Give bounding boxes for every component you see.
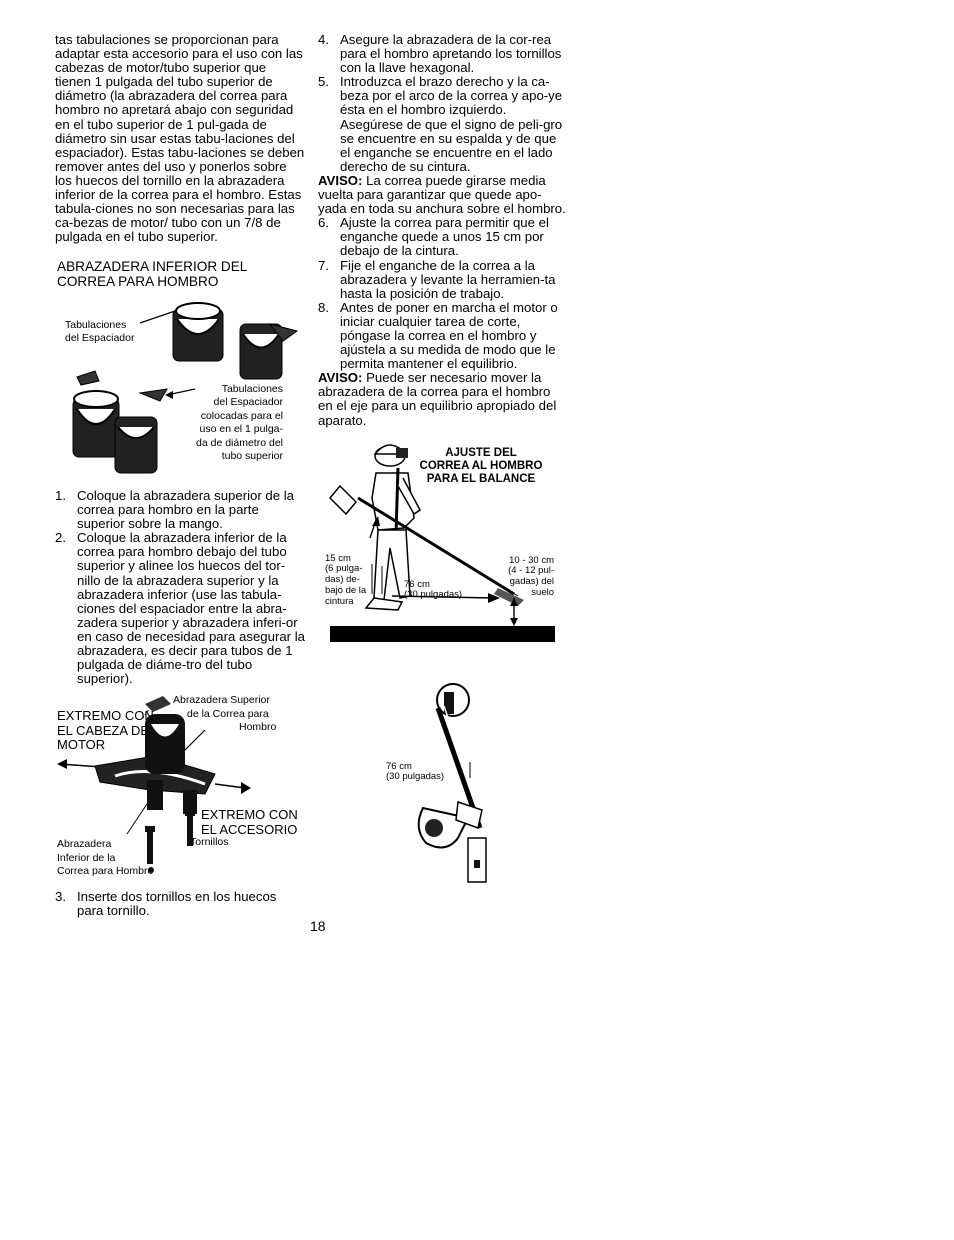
accessory-end-label [201, 808, 298, 837]
step-text: Coloque la abrazadera superior de la correa para hombro en la parte superior sobre la mango. [77, 488, 295, 532]
step-number: 1. [55, 488, 66, 503]
step-number: 4. [318, 32, 329, 47]
balance-figure [318, 438, 558, 670]
label-line: Tabulaciones [221, 383, 283, 395]
label-line: uso en el 1 pulga- [199, 423, 283, 436]
label-line: 76 cm [404, 578, 430, 590]
clamp-pair-upper [173, 303, 297, 379]
trimmer-illustration [318, 678, 558, 898]
warning-paragraph [318, 174, 568, 216]
steps-list-left [55, 489, 305, 686]
upper-clamp-label [173, 694, 276, 734]
list-item [318, 33, 568, 75]
step-text: Coloque la abrazadera inferior de la correa para hombro debajo del tubo superior y alinee los huecos del tor-nillo de la abrazadera superior y la abrazadera inferior (use las tabula-ciones del espaciador entre la abra-zadera superior y abrazadera inferi-or en caso de necesidad para asegurar la abrazadera, es decir para tubos de 1 pulgada de diáme-tro del tubo superior). [77, 530, 306, 687]
label-line: de la Correa para [187, 707, 269, 720]
label-line: Abrazadera [57, 838, 112, 851]
label-line: (30 pulgadas) [404, 589, 463, 601]
warning-label: AVISO: [318, 172, 363, 188]
trimmer-length-label [386, 762, 444, 784]
label-line: EXTREMO CON [201, 807, 298, 823]
engine-end-label [57, 709, 154, 753]
step-number: 5. [318, 74, 329, 90]
spacer-tabs-figure [55, 289, 305, 489]
label-line: EL ACCESORIO [201, 821, 298, 837]
warning-paragraph [318, 371, 568, 427]
label-line: da de diámetro del [196, 436, 283, 449]
list-item [318, 216, 568, 258]
step-number: 3. [55, 889, 66, 905]
pointer-line [140, 311, 175, 323]
label-line: del Espaciador [213, 396, 283, 409]
balance-title [416, 447, 546, 486]
label-line: Hombro [239, 721, 277, 734]
left-column [55, 33, 305, 919]
trimmer-figure [318, 678, 558, 898]
list-item [55, 531, 305, 686]
spacer-tabs-label-bottom [187, 383, 283, 463]
step-number: 6. [318, 215, 329, 231]
warning-text: Puede ser necesario mover la abrazadera de la correa para el hombro en el eje para un equilibrio apropiado del aparato. [318, 370, 557, 428]
label-line: 76 cm [386, 760, 412, 772]
step-text: Ajuste la correa para permitir que el enganche quede a unos 15 cm por debajo de la cintura. [340, 215, 549, 259]
page-number: 18 [310, 918, 326, 934]
lower-clamp-label [57, 838, 153, 878]
section-heading-line1: ABRAZADERA INFERIOR DEL [57, 259, 248, 274]
label-line: gadas) del [509, 576, 554, 588]
step-text: Antes de poner en marcha el motor o iniciar cualquier tarea de corte, póngase la correa en el hombro y ajústela a su medida de modo que le permita mantener el equilibrio. [340, 299, 558, 372]
list-item [318, 259, 568, 301]
list-item [55, 890, 305, 918]
title-line: CORREA AL HOMBRO [419, 459, 543, 472]
label-line: tubo superior [221, 450, 283, 463]
right-column [318, 33, 568, 898]
list-item [55, 489, 305, 531]
section-heading [57, 259, 305, 289]
label-line: del Espaciador [65, 332, 135, 345]
screws-label: Tornillos [190, 836, 229, 849]
clamp-assembly-figure [55, 694, 305, 890]
list-item [318, 75, 568, 174]
waist-distance-label [325, 554, 366, 608]
label-line: 15 cm [325, 552, 351, 564]
step-number: 2. [55, 530, 66, 546]
label-line: MOTOR [57, 737, 106, 753]
step-text: Fije el enganche de la correa a la abrazadera y levante la herramien-ta hasta la posición de trabajo. [340, 257, 556, 301]
step-text: Introduzca el brazo derecho y la ca-beza por el arco de la correa y apo-ye ésta en el hombro izquierdo. Asegúrese de que el signo de peli-gro se encuentre en su espalda y de que el enganche se encuentre en el lado derecho de su cintura. [340, 74, 563, 174]
label-line: cintura [325, 595, 354, 607]
step-text: Asegure la abrazadera de la cor-rea para el hombro apretando los tornillos con la llave hexagonal. [340, 32, 562, 76]
label-line: (30 pulgadas) [386, 771, 445, 783]
label-line: bajo de la [325, 585, 367, 597]
label-line: colocadas para el [200, 409, 283, 422]
label-line: das) de- [325, 574, 360, 586]
label-line: (4 - 12 pul- [508, 565, 554, 577]
step-text: Inserte dos tornillos en los huecos para tornillo. [77, 889, 277, 919]
step-number: 8. [318, 299, 329, 315]
title-line: PARA EL BALANCE [426, 472, 536, 485]
step-number: 7. [318, 257, 329, 273]
intro-paragraph: tas tabulaciones se proporcionan para adaptar esta accesorio para el uso con las cabezas de motor/tubo superior que tienen 1 pulgada del tubo superior de diámetro (la abrazadera del correa para hombro no apretará abajo con seguridad en el tubo superior de 1 pul-gada de diámetro sin usar estas tabu-laciones del espaciador). Estas tabu-laciones se deben remover antes del uso y ponerlos sobre los huecos del tornillo en la abrazadera inferior de la correa para el hombro. Estas tabula-ciones no son necesarias para las ca-bezas de motor/ tubo con un 7/8 de pulgada en el tubo superior. [55, 32, 305, 245]
label-line: Tabulaciones [65, 319, 127, 331]
length-label [404, 580, 462, 602]
ground-bar [330, 626, 555, 642]
clamp-pair-lower [73, 371, 167, 473]
label-line: EL CABEZA DE [57, 722, 149, 738]
label-line: EXTREMO CON [57, 708, 154, 724]
label-line: Correa para Hombro [57, 865, 154, 878]
title-line: AJUSTE DEL [445, 446, 517, 459]
warning-label: AVISO: [318, 370, 363, 386]
label-line: Abrazadera Superior [173, 694, 270, 707]
label-line: (6 pulga- [325, 563, 363, 575]
warning-text: La correa puede girarse media vuelta para garantizar que quede apo-yada en toda su anchura sobre el hombro. [318, 172, 566, 217]
label-line: suelo [531, 587, 554, 599]
ground-distance-label [486, 556, 554, 599]
list-item [318, 301, 568, 371]
section-heading-line2: CORREA PARA HOMBRO [57, 274, 219, 289]
label-line: Inferior de la [57, 851, 116, 864]
label-line: 10 - 30 cm [509, 554, 554, 566]
